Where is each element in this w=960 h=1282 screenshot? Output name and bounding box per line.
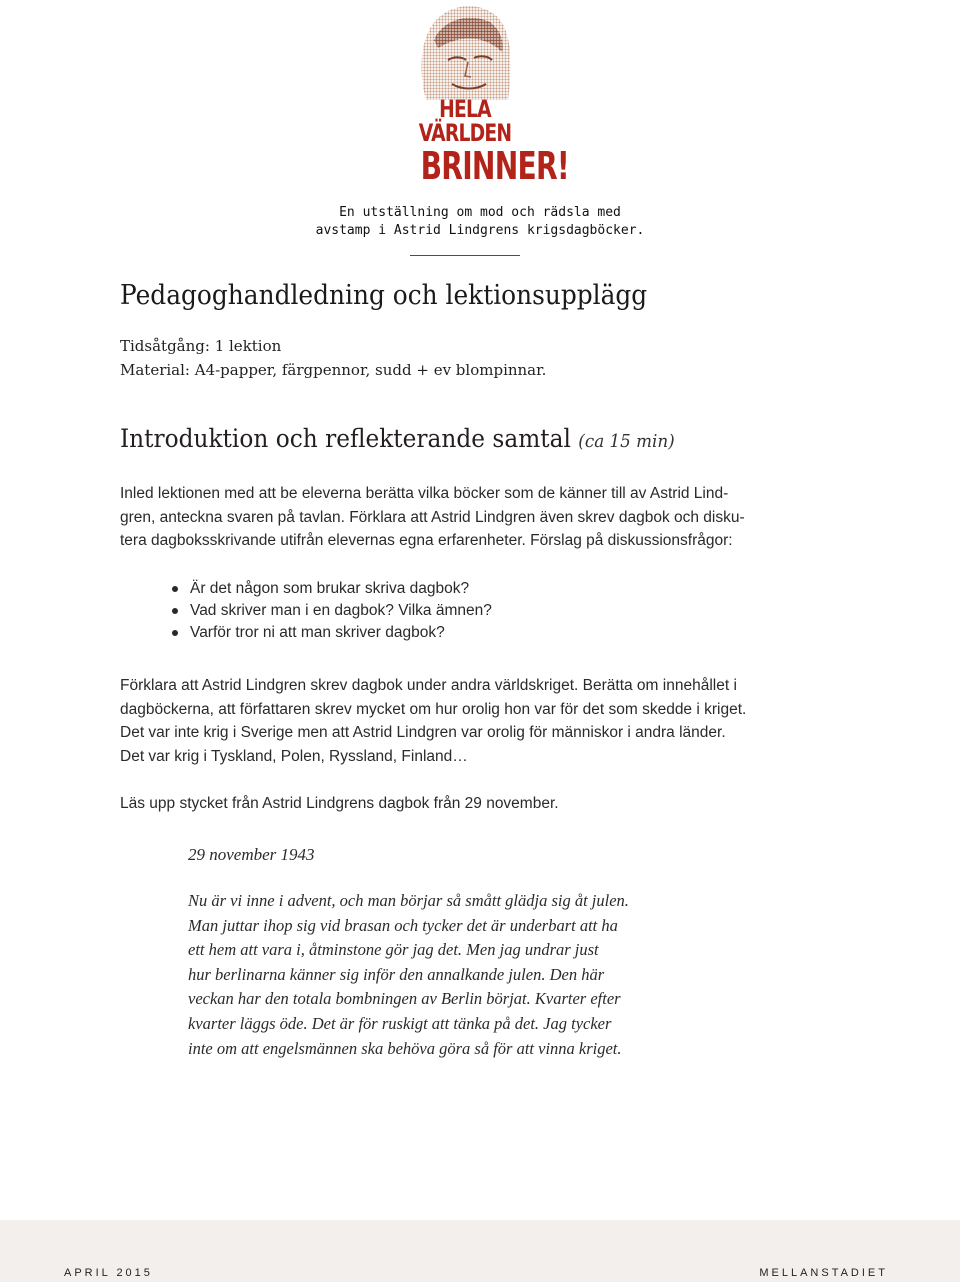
read-aloud-instruction: Läs upp stycket från Astrid Lindgrens dagbok från 29 november. bbox=[120, 795, 559, 812]
paragraph-line: gren, anteckna svaren på tavlan. Förklara att Astrid Lindgren även skrev dagbok och disku- bbox=[120, 508, 745, 526]
explain-paragraph bbox=[120, 674, 850, 768]
diary-line: inte om att engelsmännen ska behöva göra så för att vinna kriget. bbox=[188, 1038, 622, 1058]
diary-line: kvarter läggs öde. Det är för ruskigt att tänka på det. Jag tycker bbox=[188, 1013, 612, 1033]
logo-title bbox=[405, 95, 569, 188]
paragraph-line: Det var krig i Tyskland, Polen, Ryssland, Finland… bbox=[120, 747, 468, 765]
diary-line: Nu är vi inne i advent, och man börjar så smått glädja sig åt julen. bbox=[188, 891, 629, 910]
diary-line: veckan har den totala bombningen av Berlin börjat. Kvarter efter bbox=[188, 989, 621, 1009]
section-heading bbox=[120, 424, 675, 453]
paragraph-line: Förklara att Astrid Lindgren skrev dagbok under andra världskriget. Berätta om innehållet i bbox=[120, 677, 737, 694]
tagline bbox=[0, 204, 960, 240]
tagline-line-1: En utställning om mod och rädsla med bbox=[339, 205, 621, 220]
list-item: Är det någon som brukar skriva dagbok? bbox=[172, 578, 492, 600]
portrait-image bbox=[408, 0, 522, 100]
discussion-questions bbox=[172, 578, 492, 644]
lesson-meta bbox=[120, 334, 546, 382]
footer-grade-level: MELLANSTADIET bbox=[759, 1267, 888, 1279]
paragraph-line: tera dagboksskrivande utifrån elevernas egna erfarenheter. Förslag på diskussionsfrågor: bbox=[120, 532, 733, 549]
logo-line-1: HELA VÄRLDEN bbox=[418, 95, 512, 147]
page-title: Pedagoghandledning och lektionsupplägg bbox=[120, 280, 648, 311]
paragraph-line: dagböckerna, att författaren skrev mycket om hur orolig hon var för det som skedde i kriget. bbox=[120, 700, 747, 718]
section-heading-text: Introduktion och reflekterande samtal bbox=[120, 424, 571, 453]
diary-date: 29 november 1943 bbox=[188, 845, 315, 864]
paragraph-line: Det var inte krig i Sverige men att Astrid Lindgren var orolig för människor i andra länder. bbox=[120, 724, 726, 741]
list-item: Vad skriver man i en dagbok? Vilka ämnen? bbox=[172, 600, 492, 622]
paragraph-line: Inled lektionen med att be eleverna berätta vilka böcker som de känner till av Astrid Lind- bbox=[120, 485, 729, 502]
logo-line-2: BRINNER! bbox=[420, 144, 569, 188]
diary-excerpt bbox=[188, 889, 629, 1061]
page-footer bbox=[0, 1220, 960, 1282]
exhibition-logo bbox=[405, 0, 569, 195]
time-required: Tidsåtgång: 1 lektion bbox=[120, 337, 282, 355]
list-item: Varför tror ni att man skriver dagbok? bbox=[172, 622, 492, 644]
section-duration: (ca 15 min) bbox=[578, 431, 675, 452]
diary-line: Man juttar ihop sig vid brasan och tycker det är underbart att ha bbox=[188, 915, 618, 935]
divider bbox=[410, 255, 520, 256]
materials: Material: A4-papper, färgpennor, sudd + ev blompinnar. bbox=[120, 361, 547, 379]
footer-date: APRIL 2015 bbox=[64, 1267, 153, 1279]
tagline-line-2: avstamp i Astrid Lindgrens krigsdagböcker. bbox=[315, 223, 645, 238]
intro-paragraph bbox=[120, 482, 850, 553]
diary-line: hur berlinarna känner sig inför den annalkande julen. Den här bbox=[188, 964, 605, 984]
diary-line: ett hem att vara i, åtminstone gör jag det. Men jag undrar just bbox=[188, 940, 599, 960]
